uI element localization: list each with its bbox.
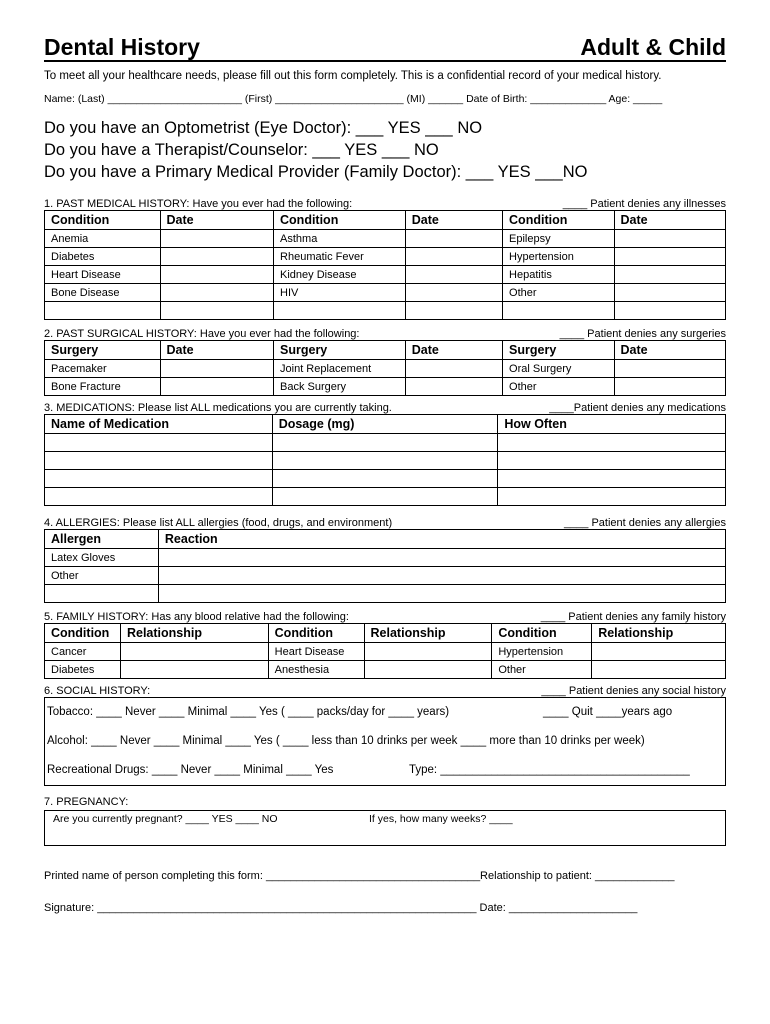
table-row: [45, 284, 726, 302]
blank-cell[interactable]: [45, 302, 161, 320]
date-cell[interactable]: [405, 302, 502, 320]
allergen-cell[interactable]: [45, 585, 159, 603]
date-cell[interactable]: [405, 230, 502, 248]
form-subtitle: Adult & Child: [580, 34, 726, 60]
date-cell[interactable]: [160, 302, 274, 320]
surgical-heading-row: [44, 325, 726, 340]
date-cell[interactable]: [614, 266, 726, 284]
medications-heading: 3. MEDICATIONS: Please list ALL medications you are currently taking.: [44, 402, 392, 414]
table-header: [45, 624, 726, 643]
surgery-cell: Other: [503, 378, 614, 396]
condition-cell: Other: [492, 661, 592, 679]
tobacco-row[interactable]: [45, 698, 725, 727]
question-optometrist[interactable]: Do you have an Optometrist (Eye Doctor): ___ YES ___ NO: [44, 119, 483, 137]
header-cell: Condition: [274, 211, 406, 230]
provider-questions: [44, 117, 726, 183]
condition-cell: Hypertension: [503, 248, 614, 266]
date-cell[interactable]: [160, 230, 274, 248]
tobacco-quit: ____ Quit ____years ago: [543, 706, 673, 718]
dosage-cell[interactable]: [272, 434, 498, 452]
medication-cell[interactable]: [45, 434, 273, 452]
drug-type: Type: _______________________________________: [409, 764, 690, 776]
date-cell[interactable]: [160, 284, 274, 302]
date-cell[interactable]: [160, 266, 274, 284]
medication-cell[interactable]: [45, 470, 273, 488]
question-therapist[interactable]: Do you have a Therapist/Counselor: ___ YES ___ NO: [44, 141, 439, 159]
header-cell: Dosage (mg): [272, 415, 498, 434]
table-header: [45, 211, 726, 230]
table-row: [45, 567, 726, 585]
table-row: [45, 585, 726, 603]
tobacco-line: Tobacco: ____ Never ____ Minimal ____ Yes ( ____ packs/day for ____ years): [47, 706, 450, 718]
condition-cell: Other: [503, 284, 614, 302]
relationship-cell[interactable]: [592, 643, 726, 661]
allergen-cell: Other: [45, 567, 159, 585]
table-row: [45, 302, 726, 320]
date-cell[interactable]: [614, 360, 726, 378]
medical-heading: 1. PAST MEDICAL HISTORY: Have you ever had the following:: [44, 198, 353, 210]
header-cell: Surgery: [274, 341, 406, 360]
allergies-heading: 4. ALLERGIES: Please list ALL allergies (food, drugs, and environment): [44, 517, 393, 529]
table-row: [45, 248, 726, 266]
header-cell: Date: [614, 341, 726, 360]
surgical-heading: 2. PAST SURGICAL HISTORY: Have you ever had the following:: [44, 328, 360, 340]
surgical-table: [44, 340, 726, 396]
condition-cell: Rheumatic Fever: [274, 248, 406, 266]
date-cell[interactable]: [405, 266, 502, 284]
title-row: [44, 30, 726, 62]
header-cell: Reaction: [158, 530, 725, 549]
dosage-cell[interactable]: [272, 470, 498, 488]
table-row: [45, 470, 726, 488]
header-cell: Date: [160, 211, 274, 230]
header-cell: Allergen: [45, 530, 159, 549]
reaction-cell[interactable]: [158, 585, 725, 603]
medication-cell[interactable]: [45, 452, 273, 470]
dosage-cell[interactable]: [272, 452, 498, 470]
frequency-cell[interactable]: [498, 488, 726, 506]
relationship-cell[interactable]: [364, 661, 492, 679]
recreational-row[interactable]: [45, 756, 725, 785]
printed-name-line[interactable]: Printed name of person completing this form: ___________________________________Relationship to patient: _____________: [44, 870, 675, 882]
condition-cell: Hypertension: [492, 643, 592, 661]
form-title: Dental History: [44, 34, 200, 60]
name-line[interactable]: Name: (Last) _______________________ (First) ______________________ (MI) ______ Date of Birth: _____________ Age: _____: [44, 93, 663, 105]
pregnancy-question[interactable]: Are you currently pregnant? ____ YES ____ NO: [53, 813, 278, 825]
allergies-heading-row: [44, 514, 726, 529]
family-table: [44, 623, 726, 679]
date-cell[interactable]: [405, 284, 502, 302]
date-cell[interactable]: [614, 378, 726, 396]
condition-cell: Asthma: [274, 230, 406, 248]
date-cell[interactable]: [160, 248, 274, 266]
frequency-cell[interactable]: [498, 470, 726, 488]
frequency-cell[interactable]: [498, 434, 726, 452]
medical-denies[interactable]: ____ Patient denies any illnesses: [562, 198, 726, 210]
surgery-cell: Joint Replacement: [274, 360, 406, 378]
allergies-denies[interactable]: ____ Patient denies any allergies: [563, 517, 726, 529]
condition-cell: Heart Disease: [268, 643, 364, 661]
blank-cell[interactable]: [274, 302, 406, 320]
table-row: [45, 434, 726, 452]
condition-cell: Diabetes: [45, 248, 161, 266]
table-header: [45, 530, 726, 549]
date-cell[interactable]: [614, 284, 726, 302]
table-row: [45, 360, 726, 378]
allergies-table: [44, 529, 726, 603]
medical-table: [44, 210, 726, 320]
relationship-cell[interactable]: [120, 661, 268, 679]
date-cell[interactable]: [160, 378, 274, 396]
date-cell[interactable]: [405, 248, 502, 266]
question-primary-provider[interactable]: Do you have a Primary Medical Provider (Family Doctor): ___ YES ___NO: [44, 163, 588, 181]
pregnancy-weeks[interactable]: If yes, how many weeks? ____: [369, 813, 513, 825]
header-cell: Relationship: [592, 624, 726, 643]
header-cell: Surgery: [503, 341, 614, 360]
medication-cell[interactable]: [45, 488, 273, 506]
date-cell[interactable]: [614, 230, 726, 248]
header-cell: Condition: [268, 624, 364, 643]
condition-cell: HIV: [274, 284, 406, 302]
social-denies[interactable]: ____ Patient denies any social history: [541, 685, 726, 697]
table-row: [45, 549, 726, 567]
condition-cell: Anemia: [45, 230, 161, 248]
reaction-cell[interactable]: [158, 549, 725, 567]
frequency-cell[interactable]: [498, 452, 726, 470]
header-cell: Relationship: [120, 624, 268, 643]
social-heading-row: [44, 682, 726, 697]
social-box: [44, 697, 726, 786]
header-cell: Condition: [503, 211, 614, 230]
condition-cell: Kidney Disease: [274, 266, 406, 284]
medications-table: [44, 414, 726, 506]
date-cell[interactable]: [405, 378, 502, 396]
blank-cell[interactable]: [503, 302, 614, 320]
intro-text: To meet all your healthcare needs, please fill out this form completely. This is a confidential record of your medical history.: [44, 70, 662, 82]
date-cell[interactable]: [614, 248, 726, 266]
header-cell: Date: [614, 211, 726, 230]
header-cell: Date: [405, 341, 502, 360]
header-cell: How Often: [498, 415, 726, 434]
pregnancy-heading: 7. PREGNANCY:: [44, 796, 129, 808]
header-cell: Date: [405, 211, 502, 230]
condition-cell: Bone Disease: [45, 284, 161, 302]
relationship-cell[interactable]: [120, 643, 268, 661]
header-cell: Condition: [45, 211, 161, 230]
signature-line[interactable]: Signature: ______________________________________________________________ Date: _____________________: [44, 902, 638, 914]
surgical-denies[interactable]: ____ Patient denies any surgeries: [559, 328, 726, 340]
social-heading: 6. SOCIAL HISTORY:: [44, 685, 151, 697]
medications-denies[interactable]: ____Patient denies any medications: [549, 402, 726, 414]
date-cell[interactable]: [160, 360, 274, 378]
condition-cell: Anesthesia: [268, 661, 364, 679]
header-cell: Condition: [492, 624, 592, 643]
table-row: [45, 266, 726, 284]
table-row: [45, 488, 726, 506]
table-row: [45, 452, 726, 470]
relationship-cell[interactable]: [364, 643, 492, 661]
date-cell[interactable]: [405, 360, 502, 378]
header-cell: Condition: [45, 624, 121, 643]
header-cell: Name of Medication: [45, 415, 273, 434]
surgery-cell: Back Surgery: [274, 378, 406, 396]
alcohol-line: Alcohol: ____ Never ____ Minimal ____ Yes ( ____ less than 10 drinks per week ____ more than 10 drinks per week): [47, 735, 645, 747]
header-cell: Relationship: [364, 624, 492, 643]
table-row: [45, 661, 726, 679]
family-heading-row: [44, 608, 726, 623]
table-header: [45, 341, 726, 360]
condition-cell: Diabetes: [45, 661, 121, 679]
table-row: [45, 378, 726, 396]
family-denies[interactable]: ____ Patient denies any family history: [540, 611, 726, 623]
medications-heading-row: [44, 399, 726, 414]
allergen-cell: Latex Gloves: [45, 549, 159, 567]
recreational-line: Recreational Drugs: ____ Never ____ Minimal ____ Yes: [47, 764, 334, 776]
date-cell[interactable]: [614, 302, 726, 320]
surgery-cell: Pacemaker: [45, 360, 161, 378]
relationship-cell[interactable]: [592, 661, 726, 679]
header-cell: Surgery: [45, 341, 161, 360]
table-row: [45, 643, 726, 661]
surgery-cell: Oral Surgery: [503, 360, 614, 378]
alcohol-row[interactable]: [45, 727, 725, 756]
table-header: [45, 415, 726, 434]
condition-cell: Cancer: [45, 643, 121, 661]
header-cell: Date: [160, 341, 274, 360]
condition-cell: Epilepsy: [503, 230, 614, 248]
family-heading: 5. FAMILY HISTORY: Has any blood relative had the following:: [44, 611, 349, 623]
condition-cell: Heart Disease: [45, 266, 161, 284]
surgery-cell: Bone Fracture: [45, 378, 161, 396]
medical-heading-row: [44, 195, 726, 210]
table-row: [45, 230, 726, 248]
condition-cell: Hepatitis: [503, 266, 614, 284]
pregnancy-box: [44, 810, 726, 846]
dosage-cell[interactable]: [272, 488, 498, 506]
dental-history-form: [44, 30, 726, 914]
reaction-cell[interactable]: [158, 567, 725, 585]
